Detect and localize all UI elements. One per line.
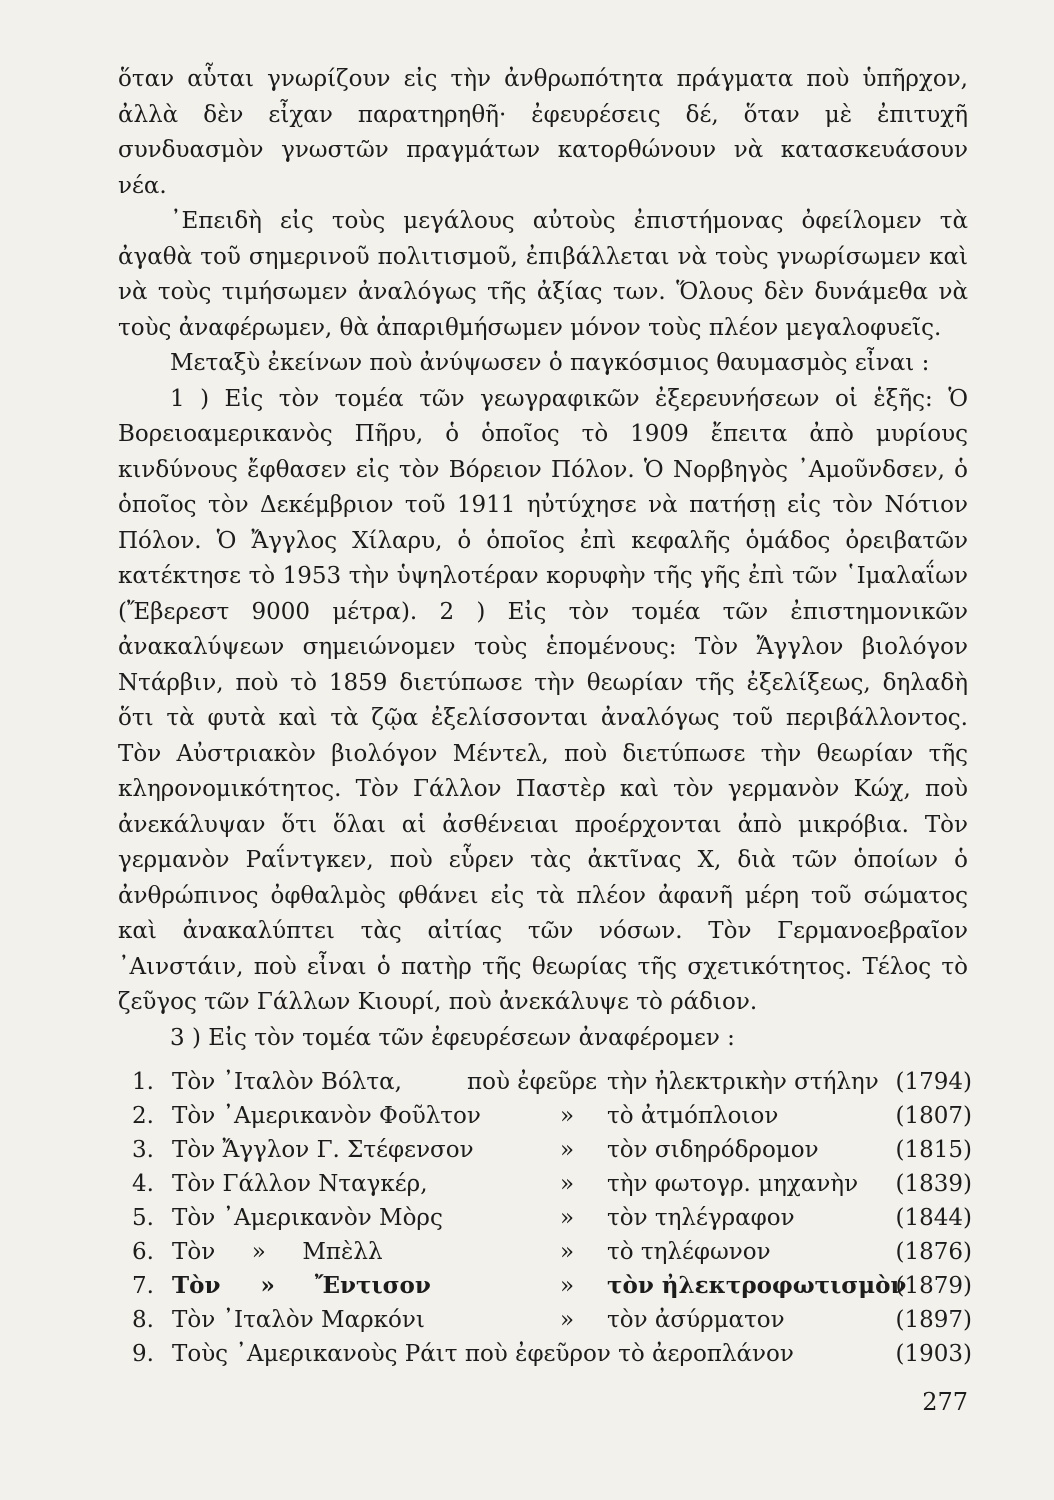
item-number: 3. [132,1137,154,1163]
list-item [132,1099,972,1133]
item-number: 5. [132,1205,154,1231]
item-number: 4. [132,1171,154,1197]
paragraph-2: ᾿Επειδὴ εἰς τοὺς μεγάλους αὐτοὺς ἐπιστήμονας ὀφείλομεν τὰ ἀγαθὰ τοῦ σημερινοῦ πολιτισμοῦ, ἐπιβάλλεται νὰ τοὺς γνωρίσωμεν καὶ νὰ τοὺς τιμήσωμεν ἀναλόγως τῆς ἀξίας των. Ὅλους δὲν δυνάμεθα νὰ τοὺς ἀναφέρωμεν, θὰ ἀπαριθμήσωμεν μόνον τοὺς πλέον μεγαλοφυεῖς. [118,208,968,341]
item-year: (1815) [895,1137,972,1163]
list-item [132,1303,972,1337]
item-inventor: Τὸν » Μπὲλλ [172,1239,383,1265]
paragraph-4: 1 ) Εἰς τὸν τομέα τῶν γεωγραφικῶν ἐξερευνήσεων οἱ ἑξῆς: Ὁ Βορειοαμερικανὸς Πῆρυ, ὁ ὁποῖος τὸ 1909 ἔπειτα ἀπὸ μυρίους κινδύνους ἔφθασεν εἰς τὸν Βόρειον Πόλον. Ὁ Νορβηγὸς ᾿Αμοῦνδσεν, ὁ ὁποῖος τὸν Δεκέμβριον τοῦ 1911 ηὐτύχησε νὰ πατήσῃ εἰς τὸν Νότιον Πόλον. Ὁ Ἄγγλος Χίλαρυ, ὁ ὁποῖος ἐπὶ κεφαλῆς ὁμάδος ὀρειβατῶν κατέκτησε τὸ 1953 τὴν ὑψηλοτέραν κορυφὴν τῆς γῆς ἐπὶ τῶν ῾Ιμαλαΐων (Ἔβερεστ 9000 μέτρα). 2 ) Εἰς τὸν τομέα τῶν ἐπιστημονικῶν ἀνακαλύψεων σημειώνομεν τοὺς ἑπομένους: Τὸν Ἄγγλον βιολόγον Ντάρβιν, ποὺ τὸ 1859 διετύπωσε τὴν θεωρίαν τῆς ἐξελίξεως, δηλαδὴ ὅτι τὰ φυτὰ καὶ τὰ ζῷα ἐξελίσσονται ἀναλόγως τοῦ περιβάλλοντος. Τὸν Αὐστριακὸν βιολόγον Μέντελ, ποὺ διετύπωσε τὴν θεωρίαν τῆς κληρονομικότητος. Τὸν Γάλλον Παστὲρ καὶ τὸν γερμανὸν Κώχ, ποὺ ἀνεκάλυψαν ὅτι ὅλαι αἱ ἀσθένειαι προέρχονται ἀπὸ μικρόβια. Τὸν γερμανὸν Ραΐντγκεν, ποὺ εὗρεν τὰς ἀκτῖνας Χ, διὰ τῶν ὁποίων ὁ ἀνθρώπινος ὀφθαλμὸς φθάνει εἰς τὰ πλέον ἀφανῆ μέρη τοῦ σώματος καὶ ἀνακαλύπτει τὰς αἰτίας τῶν νόσων. Τὸν Γερμανοεβραῖον ᾿Αινστάιν, ποὺ εἶναι ὁ πατὴρ τῆς θεωρίας τῆς σχετικότητος. Τέλος τὸ ζεῦγος τῶν Γάλλων Κιουρί, ποὺ ἀνεκάλυψε τὸ ράδιον. [118,385,968,1015]
list-item [132,1269,972,1303]
item-year: (1844) [895,1205,972,1231]
item-number: 6. [132,1239,154,1265]
item-invention: τὸν ἀσύρματον [607,1307,785,1333]
item-inventor: Τὸν ᾿Ιταλὸν Βόλτα, [172,1069,402,1095]
item-ditto: » [559,1273,575,1299]
item-invention: τὸν ἠλεκτροφωτισμὸν [607,1272,907,1299]
item-ditto: » [559,1171,575,1197]
item-year: (1794) [895,1069,972,1095]
item-invention: τὴν ἠλεκτρικὴν στήλην [607,1069,879,1095]
list-item [132,1065,972,1099]
paragraph-5: 3 ) Εἰς τὸν τομέα τῶν ἐφευρέσεων ἀναφέρομεν : [170,1024,735,1051]
item-number: 7. [132,1273,154,1299]
item-number: 2. [132,1103,154,1129]
item-ditto: » [559,1103,575,1129]
item-number: 8. [132,1307,154,1333]
item-inventor: Τὸν Ἄγγλον Γ. Στέφενσον [172,1137,474,1163]
body-text [118,62,968,1056]
item-inventor: Τὸν ᾿Αμερικανὸν Φοῦλτον [172,1103,481,1129]
item-invention: τὸν τηλέγραφον [607,1205,795,1231]
list-item [132,1201,972,1235]
item-year: (1807) [895,1103,972,1129]
item-year: (1879) [895,1273,972,1299]
item-inventor: Τὸν » Ἔντισον [172,1272,431,1299]
item-ditto: » [559,1239,575,1265]
item-year: (1876) [895,1239,972,1265]
list-item [132,1167,972,1201]
item-year: (1903) [895,1341,972,1367]
item-verb: ποὺ ἐφεῦρε [467,1069,598,1095]
item-invention: τὸν σιδηρόδρομον [607,1137,819,1163]
item-invention: τὸ ἀτμόπλοιον [607,1103,779,1129]
item-inventor: Τὸν ᾿Ιταλὸν Μαρκόνι [172,1307,425,1333]
item-ditto: » [559,1307,575,1333]
item-inventor: Τὸν ᾿Αμερικανὸν Μὸρς [172,1205,443,1231]
list-item [132,1337,972,1371]
item-invention: τὴν φωτογρ. μηχανὴν [607,1171,859,1197]
paragraph-1: ὅταν αὗται γνωρίζουν εἰς τὴν ἀνθρωπότητα πράγματα ποὺ ὑπῆρχον, ἀλλὰ δὲν εἶχαν παρατηρηθῆ· ἐφευρέσεις δέ, ὅταν μὲ ἐπιτυχῆ συνδυασμὸν γνωστῶν πραγμάτων κατορθώνουν νὰ κατασκευάσουν νέα. [118,66,968,199]
item-inventor: Τὸν Γάλλον Νταγκέρ, [172,1171,428,1197]
page-number: 277 [922,1388,968,1416]
item-number: 9. [132,1341,154,1367]
item-number: 1. [132,1069,154,1095]
item-year: (1897) [895,1307,972,1333]
item-year: (1839) [895,1171,972,1197]
item-text: Τοὺς ᾿Αμερικανοὺς Ράιτ ποὺ ἐφεῦρον τὸ ἀεροπλάνον [172,1341,794,1367]
list-item [132,1235,972,1269]
inventions-list [132,1065,972,1371]
item-invention: τὸ τηλέφωνον [607,1239,771,1265]
paragraph-3: Μεταξὺ ἐκείνων ποὺ ἀνύψωσεν ὁ παγκόσμιος θαυμασμὸς εἶναι : [170,350,930,376]
item-ditto: » [559,1205,575,1231]
list-item [132,1133,972,1167]
item-ditto: » [559,1137,575,1163]
